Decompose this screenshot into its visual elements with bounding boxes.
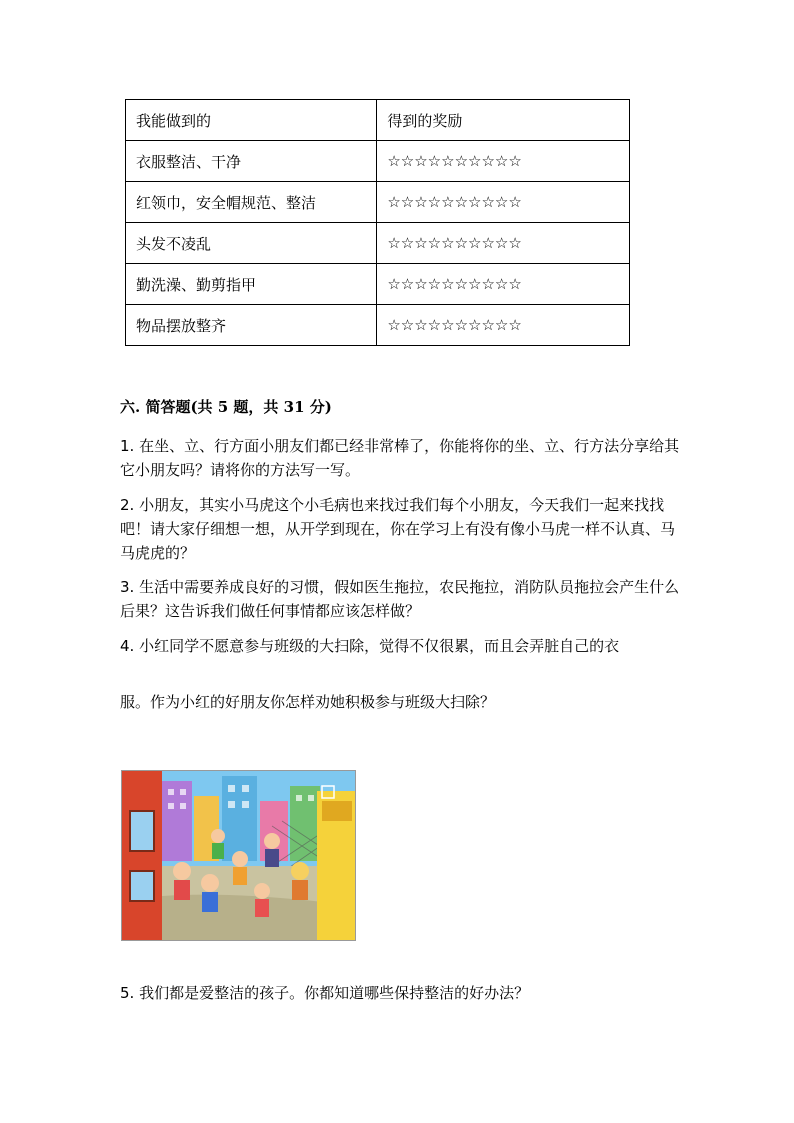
table-cell-item: 物品摆放整齐 — [126, 305, 377, 346]
question-3: 3. 生活中需要养成良好的习惯，假如医生拖拉，农民拖拉，消防队员拖拉会产生什么后果？这告诉我们做任何事情都应该怎样做？ — [120, 578, 680, 620]
table-header-row — [126, 100, 630, 141]
question-4-line-2: 服。作为小红的好朋友你怎样劝她积极参与班级大扫除？ — [120, 693, 496, 711]
table-row — [126, 305, 630, 346]
table-row — [126, 264, 630, 305]
table-cell-stars: ☆☆☆☆☆☆☆☆☆☆ — [377, 141, 630, 182]
table-cell-item: 衣服整洁、干净 — [126, 141, 377, 182]
table-cell-item: 勤洗澡、勤剪指甲 — [126, 264, 377, 305]
table-cell-item: 红领巾，安全帽规范、整洁 — [126, 182, 377, 223]
cartoon-kids-cleaning-icon — [122, 771, 356, 941]
table-row — [126, 141, 630, 182]
section-heading: 六. 简答题(共 5 题，共 31 分) — [120, 398, 332, 416]
cartoon-kids-cleaning-image — [121, 770, 356, 941]
question-2: 2. 小朋友，其实小马虎这个小毛病也来找过我们每个小朋友，今天我们一起来找找吧！请大家仔细想一想，从开学到现在，你在学习上有没有像小马虎一样不认真、马马虎虎的？ — [120, 496, 676, 562]
table-cell-stars: ☆☆☆☆☆☆☆☆☆☆ — [377, 223, 630, 264]
table-header-cell: 我能做到的 — [126, 100, 377, 141]
question-4-line-1: 4. 小红同学不愿意参与班级的大扫除，觉得不仅很累，而且会弄脏自己的衣 — [120, 637, 620, 655]
table-header-cell: 得到的奖励 — [377, 100, 630, 141]
table-cell-stars: ☆☆☆☆☆☆☆☆☆☆ — [377, 182, 630, 223]
table-cell-item: 头发不凌乱 — [126, 223, 377, 264]
question-5: 5. 我们都是爱整洁的孩子。你都知道哪些保持整洁的好办法？ — [120, 984, 530, 1002]
table-row — [126, 182, 630, 223]
table-row — [126, 223, 630, 264]
table-cell-stars: ☆☆☆☆☆☆☆☆☆☆ — [377, 305, 630, 346]
reward-table — [125, 99, 630, 346]
question-1: 1. 在坐、立、行方面小朋友们都已经非常棒了，你能将你的坐、立、行方法分享给其它小朋友吗？请将你的方法写一写。 — [120, 437, 680, 479]
table-cell-stars: ☆☆☆☆☆☆☆☆☆☆ — [377, 264, 630, 305]
